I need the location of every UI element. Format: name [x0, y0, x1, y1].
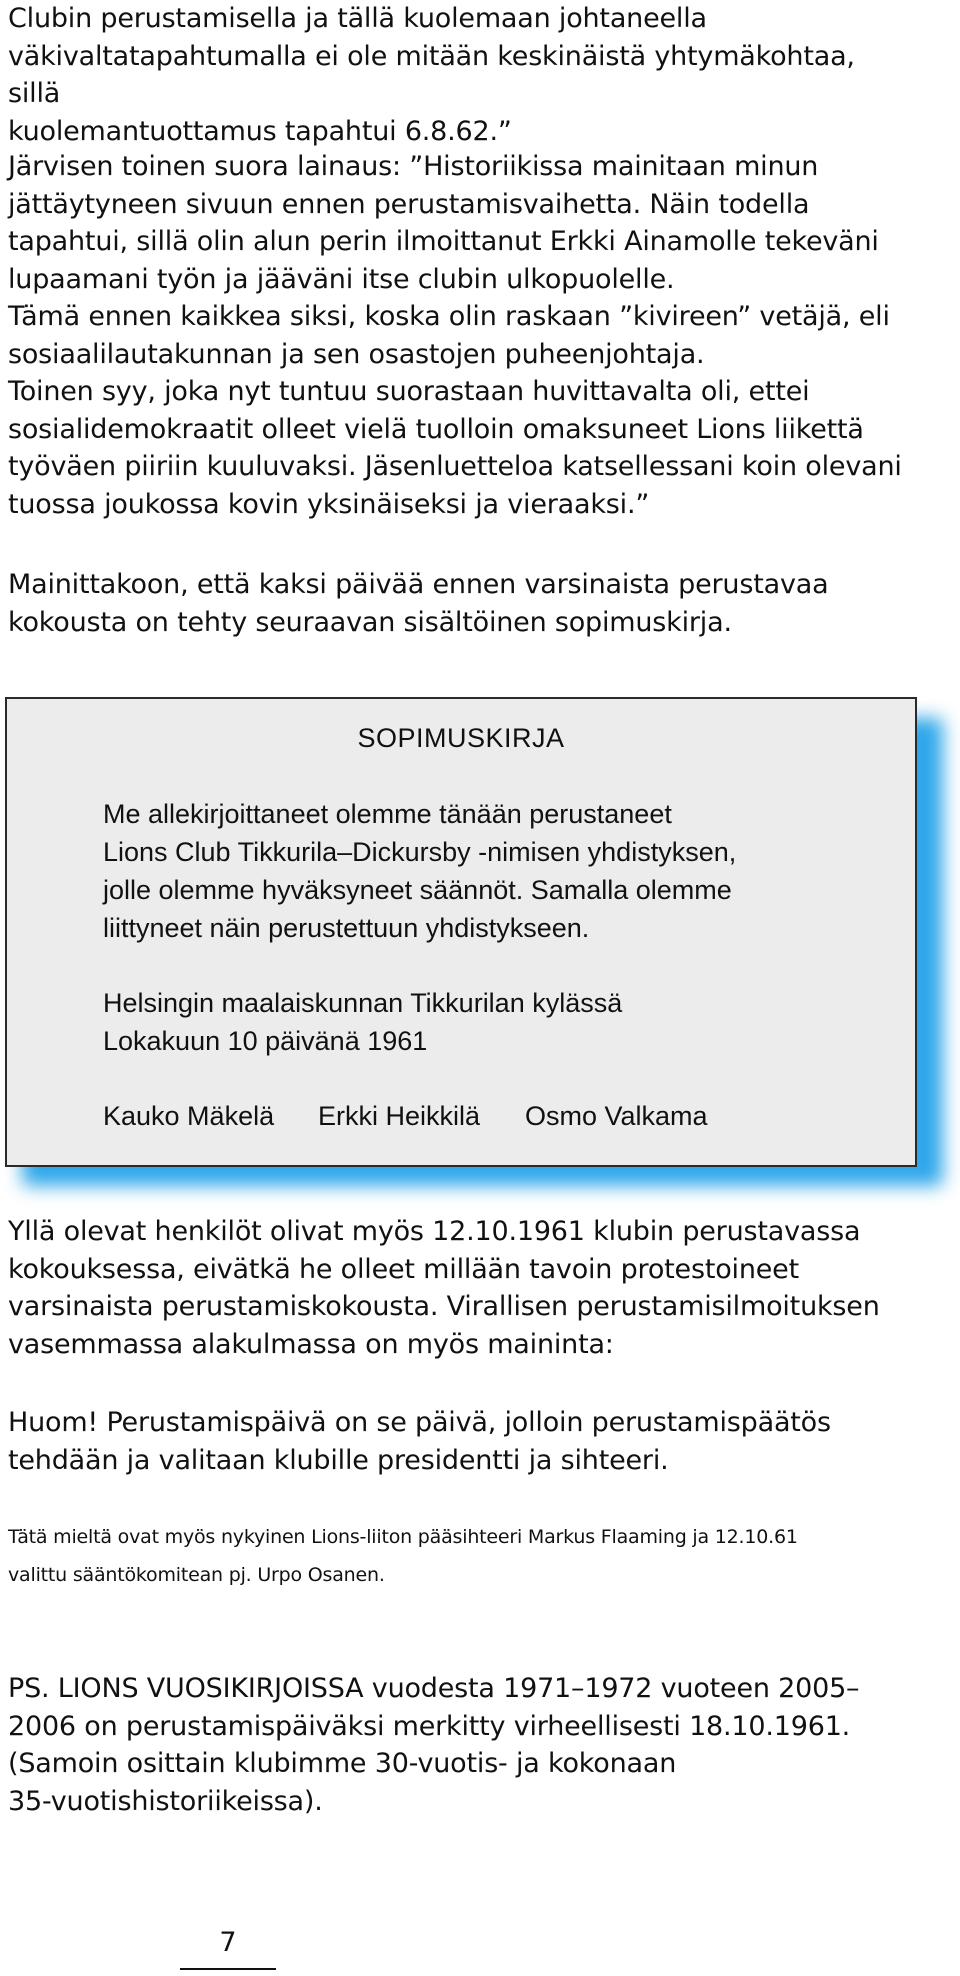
- page-number: 7: [219, 1927, 237, 1958]
- agreement-box: [5, 697, 917, 1167]
- signatory-osmo-valkama: Osmo Valkama: [525, 1101, 708, 1131]
- agreement-line: Lions Club Tikkurila–Dickursby -nimisen yhdistyksen,: [103, 837, 737, 867]
- agreement-title: SOPIMUSKIRJA: [357, 723, 565, 753]
- agreement-line: Me allekirjoittaneet olemme tänään perustaneet: [103, 799, 672, 829]
- signatory-kauko-makela: Kauko Mäkelä: [103, 1101, 275, 1131]
- paragraph-lions-secretary-note: Tätä mieltä ovat myös nykyinen Lions-liiton pääsihteeri Markus Flaaming ja 12.10.61 valittu sääntökomitean pj. Urpo Osanen.: [8, 1526, 798, 1586]
- agreement-date: Lokakuun 10 päivänä 1961: [103, 1026, 428, 1056]
- paragraph-agreement-intro: Mainittakoon, että kaksi päivää ennen varsinaista perustavaa kokousta on tehty seuraavan sisältöinen sopimuskirja.: [8, 569, 829, 638]
- paragraph-jarvinen-quote: Järvisen toinen suora lainaus: ”Historiikissa mainitaan minun jättäytyneen sivuun ennen perustamisvaihetta. Näin todella tapahtui, sillä olin alun perin ilmoittanut Erkki Ainamolle tekeväni lupaamani työn ja jääväni itse clubin ulkopuolelle. Tämä ennen kaikkea siksi, koska olin raskaan ”kivireen” vetäjä, eli sosiaalilautakunnan ja sen osastojen puheenjohtaja. Toinen syy, joka nyt tuntuu suorastaan huvittavalta oli, ettei sosialidemokraatit olleet vielä tuolloin omaksuneet Lions liikettä työväen piiriin kuuluvaksi. Jäsenluetteloa katsellessani koin olevani tuossa joukossa kovin yksinäiseksi ja vieraaksi.”: [8, 151, 902, 520]
- paragraph-founding-day-note: Huom! Perustamispäivä on se päivä, jolloin perustamispäätös tehdään ja valitaan klubille presidentti ja sihteeri.: [8, 1407, 831, 1476]
- page-number-rule: [180, 1968, 276, 1970]
- agreement-line: jolle olemme hyväksyneet säännöt. Samalla olemme: [103, 875, 732, 905]
- paragraph-meeting-attendance: Yllä olevat henkilöt olivat myös 12.10.1961 klubin perustavassa kokouksessa, eivätkä he olleet millään tavoin protestoineet varsinaista perustamiskokousta. Virallisen perustamisilmoituksen vasemmassa alakulmassa on myös maininta:: [8, 1216, 880, 1360]
- paragraph-club-founding: Clubin perustamisella ja tällä kuolemaan johtaneella väkivaltatapahtumalla ei ole mitään keskinäistä yhtymäkohtaa, sillä kuolemantuottamus tapahtui 6.8.62.”: [8, 3, 855, 147]
- signatory-erkki-heikkila: Erkki Heikkilä: [318, 1101, 481, 1131]
- agreement-line: liittyneet näin perustettuun yhdistykseen.: [103, 913, 590, 943]
- agreement-place: Helsingin maalaiskunnan Tikkurilan kylässä: [103, 988, 623, 1018]
- paragraph-ps-yearbooks: PS. LIONS VUOSIKIRJOISSA vuodesta 1971–1972 vuoteen 2005– 2006 on perustamispäiväksi merkitty virheellisesti 18.10.1961. (Samoin osittain klubimme 30-vuotis- ja kokonaan 35-vuotishistoriikeissa).: [8, 1673, 860, 1817]
